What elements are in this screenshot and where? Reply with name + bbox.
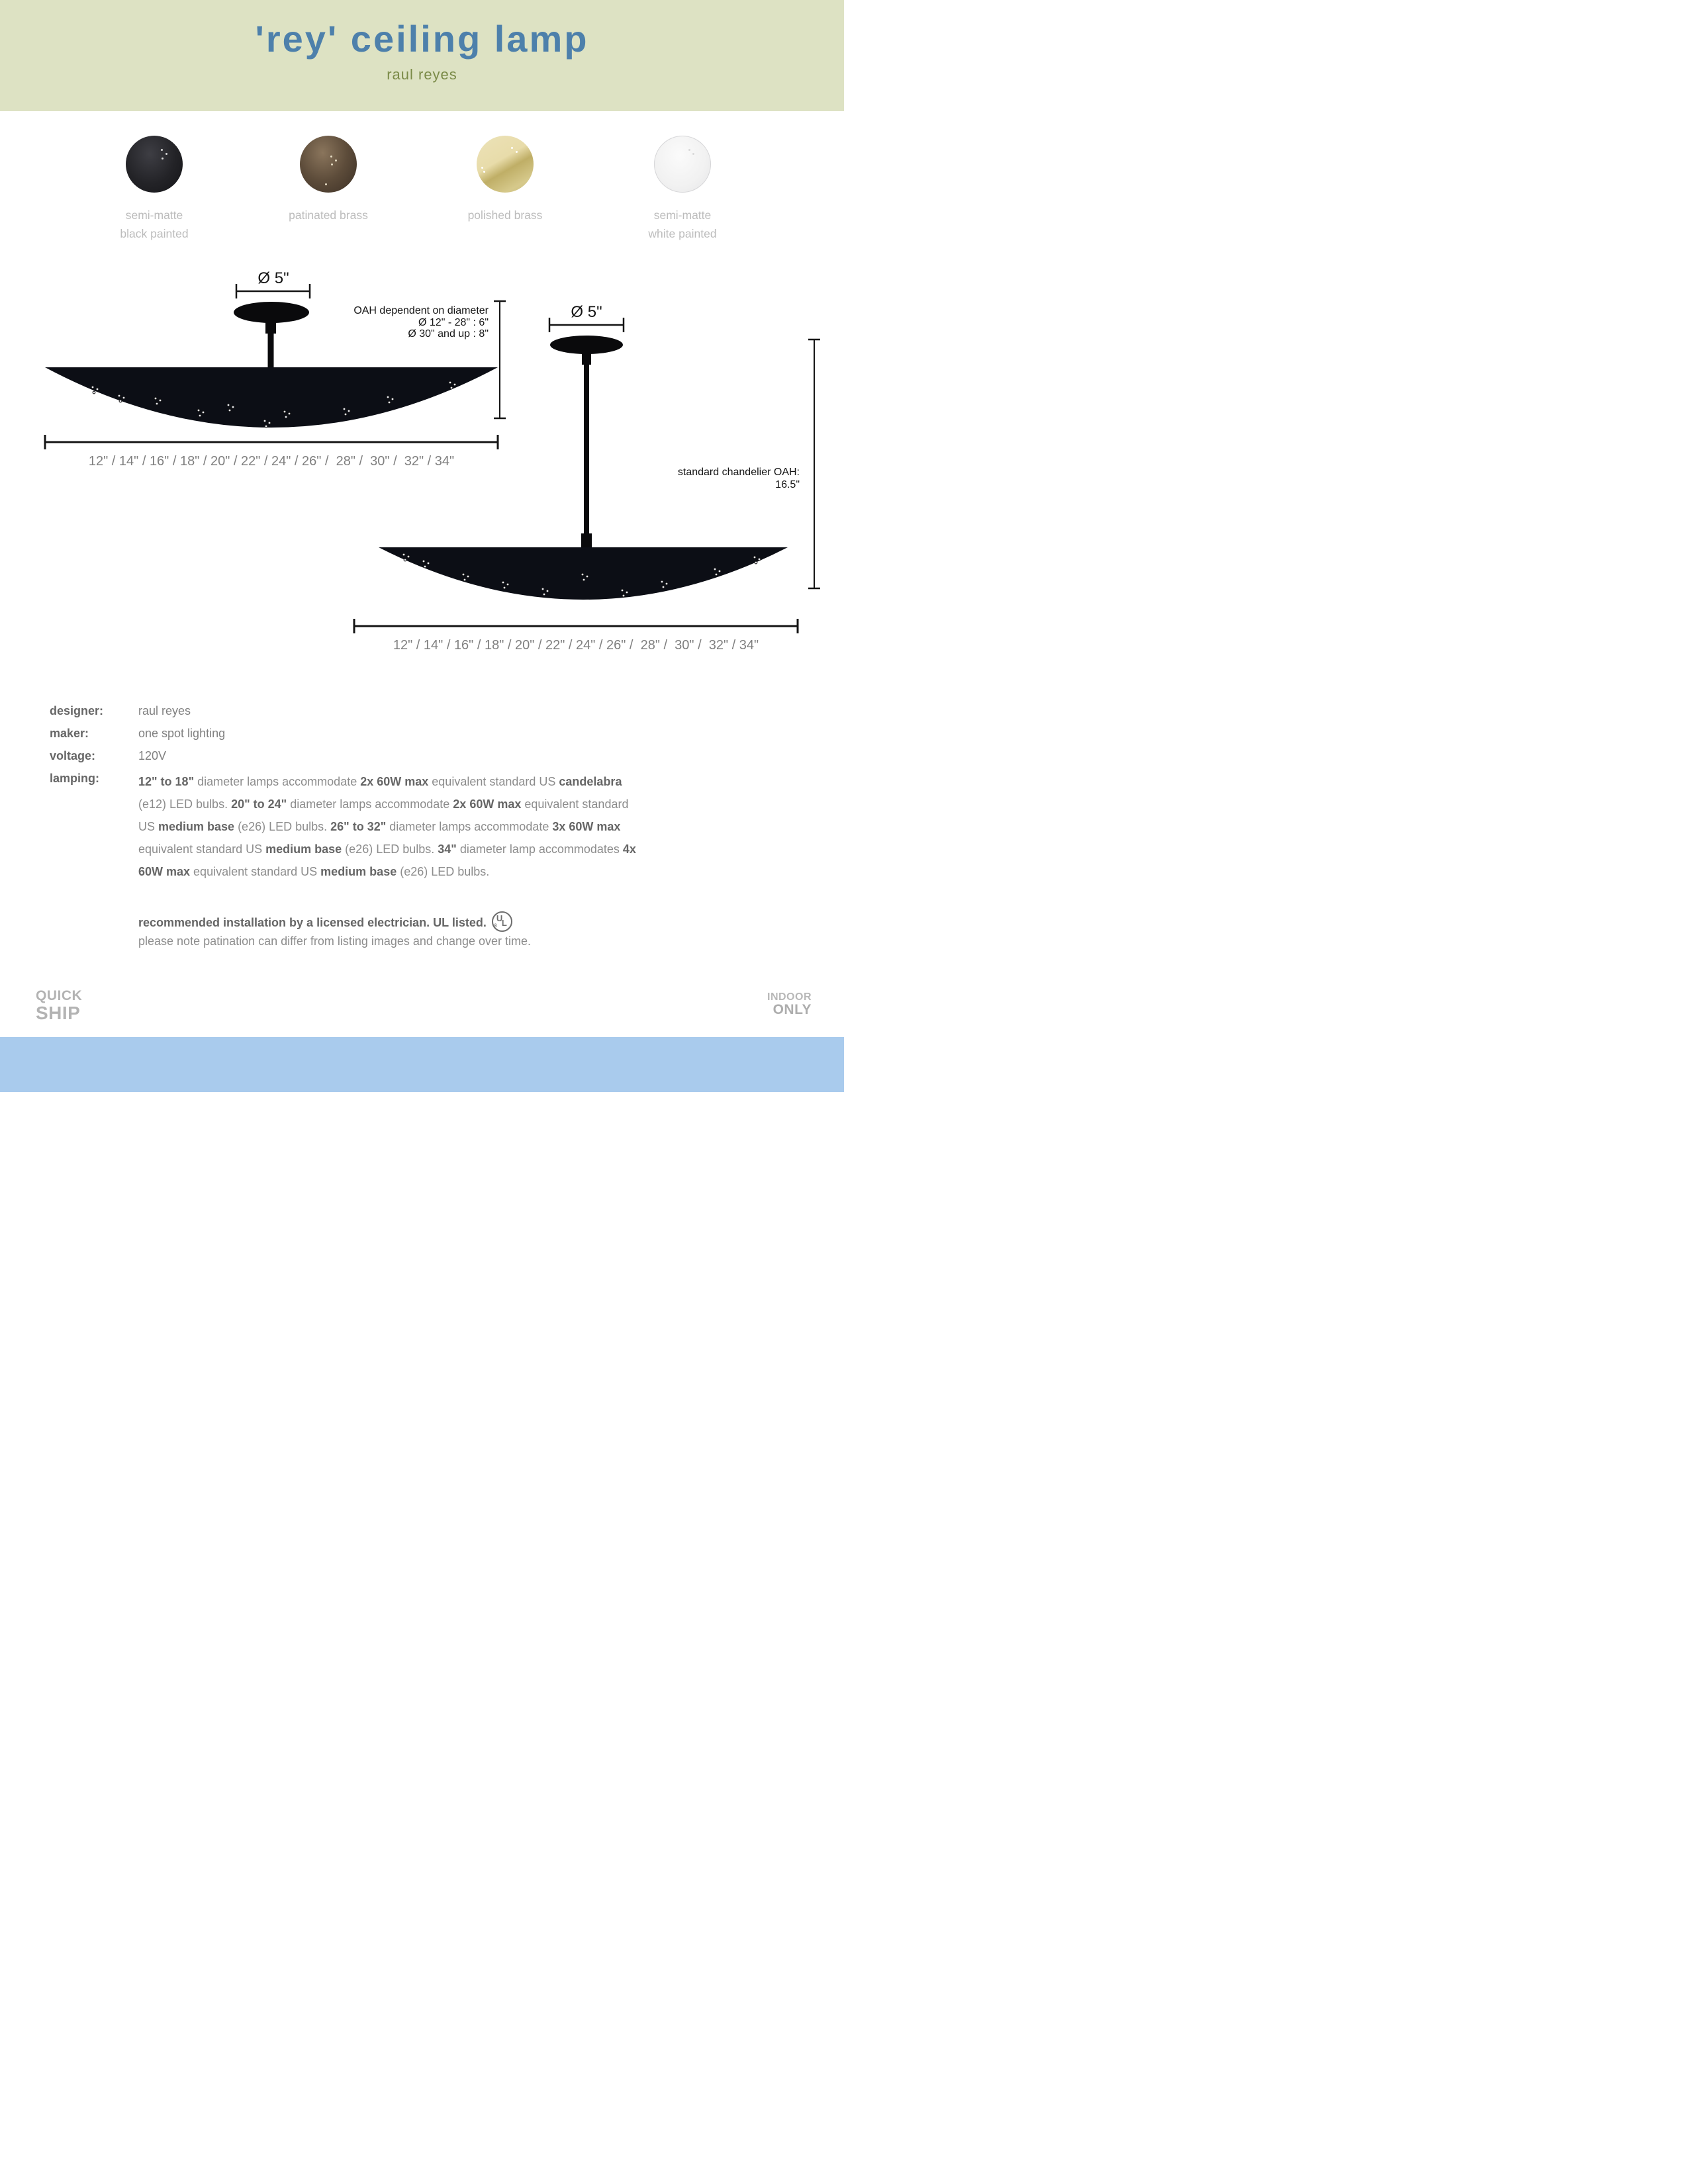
swatch-white bbox=[620, 136, 745, 243]
hole-dot bbox=[483, 171, 485, 173]
stem-socket bbox=[265, 316, 276, 334]
swatch-label: semi-matte black painted bbox=[120, 208, 189, 240]
lamp-shade bbox=[379, 547, 788, 600]
hole-dot bbox=[481, 167, 483, 169]
flush-diameter-options-label: 12" / 14" / 16" / 18" / 20" / 22" / 24" / 26" / 28" / 30" / 32" / 34" bbox=[88, 454, 455, 469]
swatch-label: patinated brass bbox=[289, 208, 368, 222]
swatch-black bbox=[91, 136, 217, 243]
hole-dot bbox=[331, 163, 333, 165]
swatch-polished-brass bbox=[442, 136, 568, 224]
chandelier-diameter-options-label: 12" / 14" / 16" / 18" / 20" / 22" / 24" / 26" / 28" / 30" / 32" / 34" bbox=[393, 638, 759, 653]
spec-label: voltage: bbox=[50, 749, 96, 762]
indoor-only-badge: INDOOR ONLY bbox=[767, 991, 812, 1017]
swatch-patinated-brass bbox=[265, 136, 391, 224]
designer-subtitle: raul reyes bbox=[387, 66, 457, 83]
spec-row-voltage bbox=[50, 749, 778, 762]
black-finish-swatch-image bbox=[126, 136, 183, 193]
hole-dot bbox=[165, 153, 167, 155]
spec-label: maker: bbox=[50, 727, 89, 740]
hole-dot bbox=[511, 147, 513, 149]
hole-dot bbox=[516, 151, 518, 153]
swatch-label: semi-matte white painted bbox=[648, 208, 717, 240]
stem bbox=[268, 333, 274, 368]
hole-dot bbox=[692, 153, 694, 155]
spec-sheet-page bbox=[0, 0, 844, 1092]
patinated-brass-swatch-image bbox=[300, 136, 357, 193]
lamp-shade bbox=[45, 367, 498, 428]
installation-note: recommended installation by a licensed electrician. UL listed. U L ® bbox=[138, 911, 512, 932]
stem-socket bbox=[582, 349, 591, 365]
hole-dot bbox=[325, 183, 327, 185]
chandelier-canopy-diameter-label: Ø 5" bbox=[571, 303, 602, 321]
hole-dot bbox=[335, 159, 337, 161]
patination-note: please note patination can differ from listing images and change over time. bbox=[138, 934, 532, 948]
spec-row-maker bbox=[50, 727, 778, 740]
canopy bbox=[234, 302, 309, 323]
spec-value: 120V bbox=[138, 749, 167, 762]
stem bbox=[584, 365, 589, 534]
lamping-paragraph: 12" to 18" diameter lamps accommodate 2x 60W max equivalent standard US candelabra (e12) LED bulbs. 20" to 24" diameter lamps accommodate 2x 60W max equivalent standard US medium base (e26) LED bulbs. 26" to 32" diameter lamps accommodate 3x 60W max equivalent standard US medium base (e26) LED bulbs. 34" diameter lamp accommodates 4x 60W max equivalent standard US medium base (e26) LED bulbs. bbox=[138, 775, 636, 878]
quick-ship-badge: QUICK SHIP bbox=[36, 988, 83, 1023]
header-band bbox=[0, 0, 844, 111]
page-title: 'rey' ceiling lamp bbox=[255, 18, 589, 60]
hole-dot bbox=[161, 149, 163, 151]
chandelier-oah-note: standard chandelier OAH: 16.5" bbox=[677, 467, 800, 490]
flush-oah-note: OAH dependent on diameter Ø 12" - 28" : 6" Ø 30" and up : 8" bbox=[353, 305, 489, 340]
polished-brass-swatch-image bbox=[477, 136, 534, 193]
swatch-label: polished brass bbox=[467, 208, 543, 222]
ul-listed-icon: U L ® bbox=[492, 911, 512, 932]
hole-dot bbox=[162, 158, 164, 159]
shade-perforations bbox=[402, 553, 761, 597]
flush-canopy-diameter-label: Ø 5" bbox=[258, 269, 289, 287]
white-finish-swatch-image bbox=[654, 136, 711, 193]
stem-coupler bbox=[581, 533, 592, 548]
footer-accent-bar bbox=[0, 1037, 844, 1092]
spec-label: lamping: bbox=[50, 772, 99, 785]
spec-row-designer bbox=[50, 704, 778, 717]
canopy bbox=[550, 336, 623, 354]
spec-value: one spot lighting bbox=[138, 727, 226, 740]
shade-perforations bbox=[91, 381, 456, 428]
hole-dot bbox=[330, 156, 332, 158]
hole-dot bbox=[688, 149, 690, 151]
spec-label: designer: bbox=[50, 704, 104, 717]
spec-value: raul reyes bbox=[138, 704, 191, 717]
